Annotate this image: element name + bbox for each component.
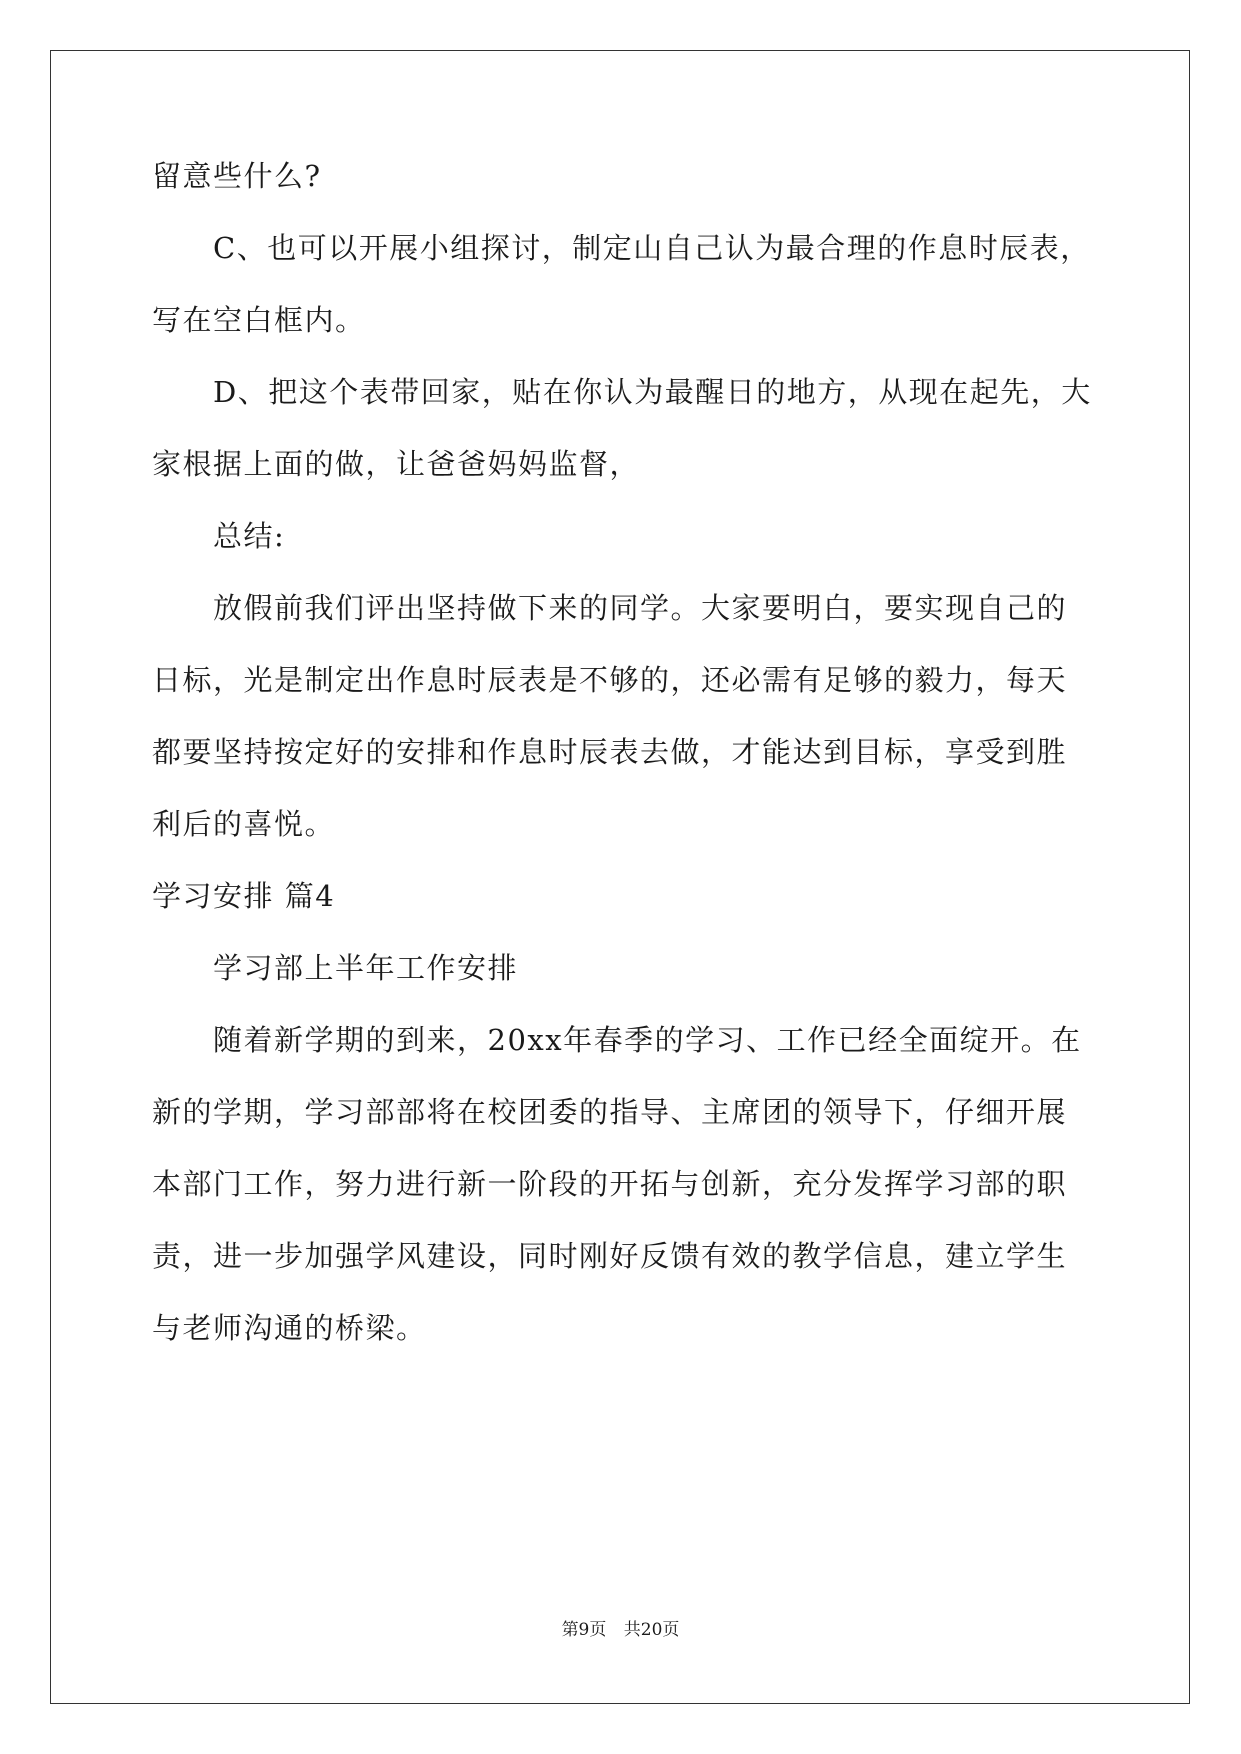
text-line: D、把这个表带回家，贴在你认为最醒日的地方，从现在起先，大 <box>213 375 1092 409</box>
page-number: 第9页 <box>561 1620 607 1640</box>
text-line: 放假前我们评出坚持做下来的同学。大家要明白，要实现自己的 <box>213 591 1068 625</box>
text-line: 写在空白框内。 <box>152 303 366 337</box>
text-line: 责，进一步加强学风建设，同时刚好反馈有效的教学信息，建立学生 <box>152 1239 1068 1273</box>
section-heading: 学习安排 篇4 <box>152 879 336 913</box>
text-line: 学习部上半年工作安排 <box>213 951 519 985</box>
page-footer <box>0 1618 1241 1642</box>
text-line: 与老师沟通的桥梁。 <box>152 1311 427 1345</box>
text-line: 日标，光是制定出作息时辰表是不够的，还必需有足够的毅力，每天 <box>152 663 1068 697</box>
text-line: 随着新学期的到来，20xx年春季的学习、工作已经全面绽开。在 <box>213 1023 1082 1057</box>
text-line: 新的学期，学习部部将在校团委的指导、主席团的领导下，仔细开展 <box>152 1095 1068 1129</box>
page-total: 共20页 <box>623 1620 680 1640</box>
text-line: 都要坚持按定好的安排和作息时辰表去做，才能达到目标，享受到胜 <box>152 735 1068 769</box>
text-line: 家根据上面的做，让爸爸妈妈监督， <box>152 447 641 481</box>
text-line: C、也可以开展小组探讨，制定山自己认为最合理的作息时辰表， <box>213 231 1091 265</box>
text-line: 留意些什么? <box>152 159 322 193</box>
text-line: 本部门工作，努力进行新一阶段的开拓与创新，充分发挥学习部的职 <box>152 1167 1068 1201</box>
text-line: 利后的喜悦。 <box>152 807 336 841</box>
text-line: 总结: <box>213 519 286 553</box>
